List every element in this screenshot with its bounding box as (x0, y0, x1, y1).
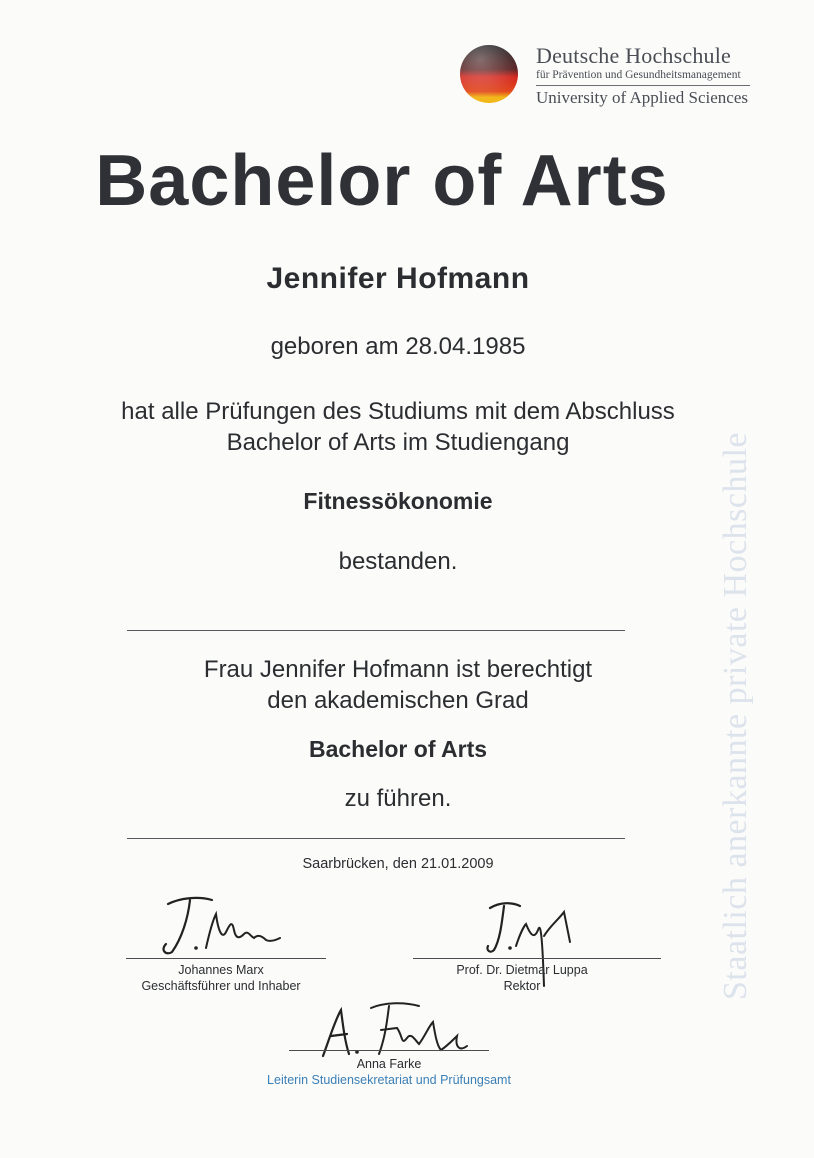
signatory-bottom-role: Leiterin Studiensekretariat und Prüfungsamt (267, 1073, 511, 1087)
accreditation-watermark: Staatlich anerkannte private Hochschule (717, 432, 754, 1000)
signatory-right-role: Rektor (503, 979, 541, 993)
study-subject: Fitnessökonomie (303, 488, 493, 514)
entitlement (0, 654, 814, 716)
lead-text: zu führen. (344, 785, 452, 812)
statement (0, 396, 814, 458)
signatory-left-role: Geschäftsführer und Inhaber (141, 979, 301, 993)
divider-top (127, 630, 625, 631)
signature-marx (150, 890, 290, 960)
place-date: Saarbrücken, den 21.01.2009 (302, 856, 494, 872)
signatory-bottom-name: Anna Farke (356, 1057, 422, 1071)
german-flag-sphere-icon (458, 44, 520, 106)
entitlement-line-2: den akademischen Grad (267, 687, 529, 714)
logo-university: University of Applied Sciences (536, 88, 748, 107)
signatory-left (96, 962, 346, 994)
signature-line-left (126, 958, 326, 959)
signatory-left-name: Johannes Marx (178, 963, 264, 977)
certificate-title: Bachelor of Arts (95, 141, 669, 221)
divider-bottom (127, 838, 625, 839)
signature-line-bottom (289, 1050, 489, 1051)
signature-farke (315, 996, 475, 1062)
passed-text: bestanden. (338, 548, 458, 575)
signatory-right-name: Prof. Dr. Dietmar Luppa (456, 963, 588, 977)
signatory-bottom (234, 1056, 544, 1088)
statement-line-2: Bachelor of Arts im Studiengang (226, 429, 570, 456)
logo-divider (536, 85, 750, 86)
holder-name: Jennifer Hofmann (266, 262, 530, 295)
logo-subtitle: für Prävention und Gesundheitsmanagement (536, 69, 741, 81)
birth-line: geboren am 28.04.1985 (270, 333, 526, 360)
statement-line-1: hat alle Prüfungen des Studiums mit dem Abschluss (121, 398, 675, 425)
degree-name: Bachelor of Arts (308, 736, 488, 762)
signatory-right (422, 962, 622, 994)
university-logo (458, 44, 758, 114)
logo-name: Deutsche Hochschule (536, 43, 732, 68)
entitlement-line-1: Frau Jennifer Hofmann ist berechtigt (203, 656, 593, 683)
signature-line-right (413, 958, 661, 959)
